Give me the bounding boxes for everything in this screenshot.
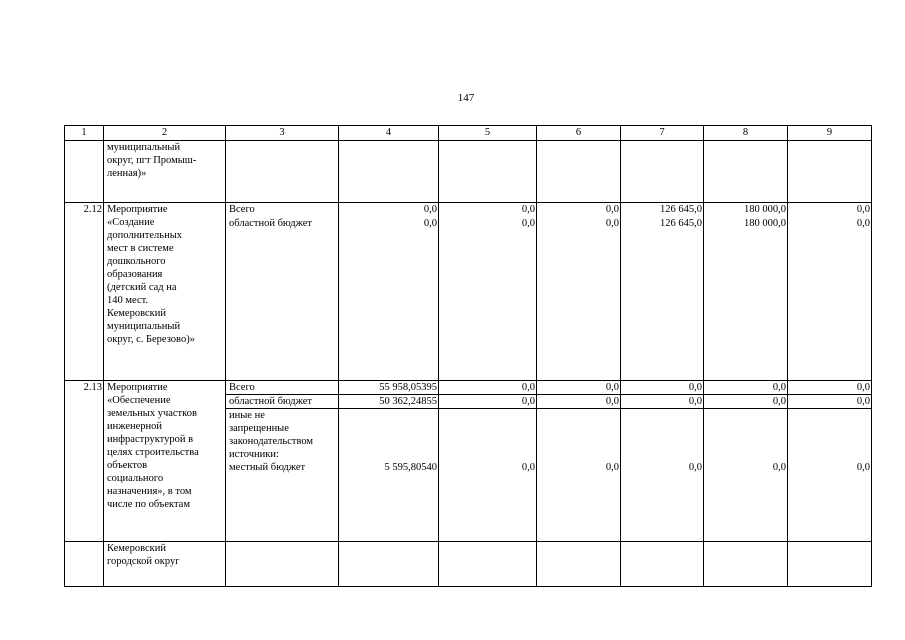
sub-item-name: Кемеровский городской округ <box>104 542 226 587</box>
item-name: Мероприятие «Создание дополнительных мест в системе дошкольного образования (детский сад на 140 мест. Кемеровский муниципальный округ, с. Березово)» <box>104 203 226 381</box>
value-cell: 126 645,0 <box>621 217 704 381</box>
value-cell: 180 000,0 <box>704 203 788 217</box>
last-row <box>65 542 872 587</box>
value-cell: 0,0 <box>621 381 704 395</box>
col-header-5: 5 <box>439 126 537 141</box>
value-cell: 50 362,24855 <box>339 395 439 409</box>
page-number: 147 <box>457 92 475 104</box>
continued-row <box>65 141 872 203</box>
item-2-12-total-row <box>65 203 872 217</box>
value-cell: 0,0 <box>439 203 537 217</box>
value-cell: 0,0 <box>704 395 788 409</box>
value-cell: 180 000,0 <box>704 217 788 381</box>
continued-item-name: муниципальный округ, пгт Промыш- ленная)» <box>104 141 226 203</box>
value-cell: 0,0 <box>788 395 872 409</box>
item-number: 2.12 <box>65 203 104 381</box>
source-label: областной бюджет <box>226 395 339 409</box>
col-header-8: 8 <box>704 126 788 141</box>
source-label: Всего <box>226 203 339 217</box>
value-cell: 0,0 <box>537 217 621 381</box>
value-cell: 5 595,80540 <box>384 462 437 473</box>
value-cell: 0,0 <box>772 462 786 473</box>
value-cell: 0,0 <box>339 203 439 217</box>
col-header-2: 2 <box>104 126 226 141</box>
source-label: областной бюджет <box>226 217 339 381</box>
source-label: иные не запрещенные законодательством источники: местный бюджет <box>226 409 339 542</box>
value-cell: 0,0 <box>439 217 537 381</box>
col-header-6: 6 <box>537 126 621 141</box>
value-cell: 0,0 <box>339 217 439 381</box>
col-header-1: 1 <box>65 126 104 141</box>
col-header-3: 3 <box>226 126 339 141</box>
col-header-9: 9 <box>788 126 872 141</box>
value-cell: 0,0 <box>439 381 537 395</box>
value-cell: 0,0 <box>788 381 872 395</box>
col-header-4: 4 <box>339 126 439 141</box>
item-2-13-total-row <box>65 381 872 395</box>
source-label: Всего <box>226 381 339 395</box>
value-cell: 0,0 <box>439 395 537 409</box>
budget-table <box>64 125 872 587</box>
value-cell: 0,0 <box>788 217 872 381</box>
value-cell: 0,0 <box>788 203 872 217</box>
item-name: Мероприятие «Обеспечение земельных участков инженерной инфраструктурой в целях строительства объектов социального назначения», в том числе по объектам <box>104 381 226 542</box>
value-cell: 0,0 <box>704 381 788 395</box>
value-cell: 55 958,05395 <box>339 381 439 395</box>
value-cell: 0,0 <box>688 462 702 473</box>
value-cell: 0,0 <box>537 203 621 217</box>
value-cell: 0,0 <box>621 395 704 409</box>
col-header-7: 7 <box>621 126 704 141</box>
value-cell: 0,0 <box>537 381 621 395</box>
value-cell: 0,0 <box>521 462 535 473</box>
value-cell: 126 645,0 <box>621 203 704 217</box>
item-number: 2.13 <box>65 381 104 542</box>
column-numbers-row <box>65 126 872 141</box>
value-cell: 0,0 <box>537 395 621 409</box>
value-cell: 0,0 <box>856 462 870 473</box>
value-cell: 0,0 <box>605 462 619 473</box>
